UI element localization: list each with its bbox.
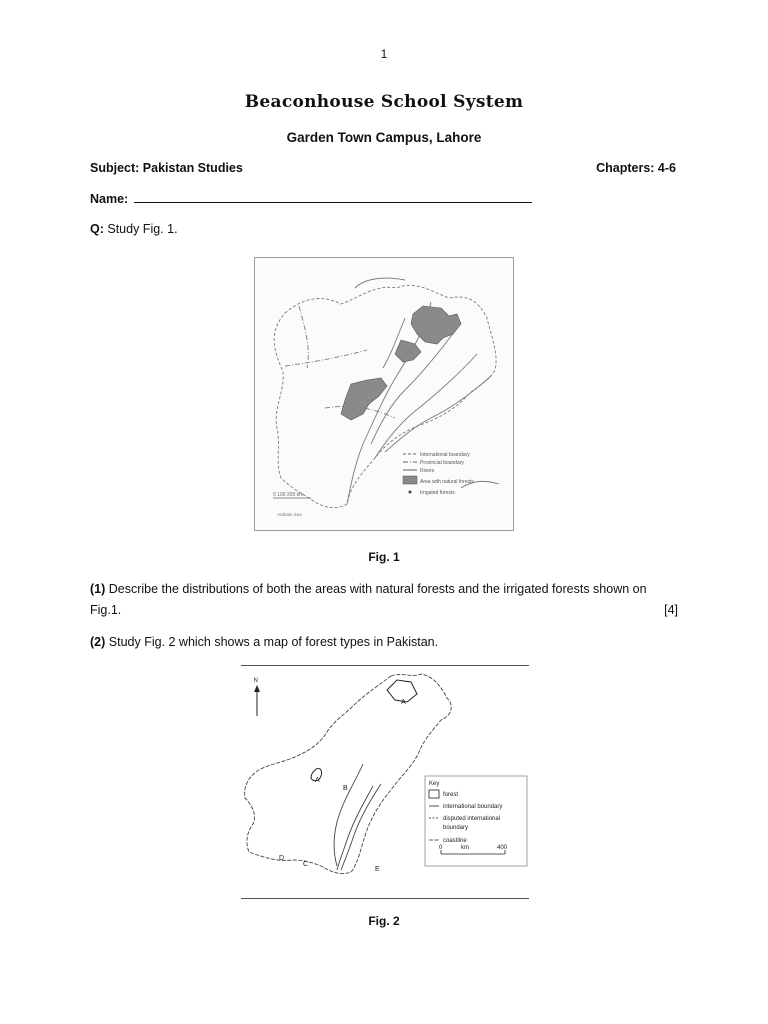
fig1-key-irrigated-forests: Irrigated forests [420,490,455,496]
question-1-marks: [4] [664,603,678,617]
figure-2-map [241,665,529,899]
chapters-value: 4-6 [657,161,676,175]
fig1-key-international: International boundary [420,452,470,458]
question-1-text-line1: Describe the distributions of both the areas with natural forests and the irrigated forests shown on [105,582,647,596]
figure-1-map [254,257,514,531]
fig2-label-a-west: A [315,777,320,784]
question-1-number: (1) [90,582,106,596]
question-1-text-line2: Fig.1. [90,603,122,617]
fig2-label-d: D [279,855,285,862]
fig1-key-natural-forests: Area with natural forests [420,479,474,485]
fig2-label-a-north: A [401,699,406,706]
question-2-number: (2) [90,635,106,649]
fig2-north-label: N [253,678,258,684]
chapters-line [596,161,676,175]
fig1-note: Arabian Sea [277,512,302,517]
subject-line [90,161,243,175]
fig2-key-title: Key [429,781,440,787]
fig2-label-c: C [303,861,309,868]
north-arrow-icon [254,678,261,716]
chapters-label: Chapters: [596,161,655,175]
fig2-label-b: B [343,785,348,792]
question-2 [90,635,438,649]
fig2-key-forest: forest [443,792,459,798]
fig2-key-international-boundary: international boundary [443,804,503,810]
question-1-continued [90,603,678,617]
fig2-key-disputed-boundary-1: disputed international [443,816,501,822]
figure-2-caption: Fig. 2 [368,914,400,928]
figure-1-caption: Fig. 1 [368,550,400,564]
name-field[interactable] [90,192,532,206]
fig1-key-provincial: Provincial boundary [420,460,464,466]
question-2-text: Study Fig. 2 which shows a map of forest types in Pakistan. [105,635,439,649]
figure-1-legend [403,452,474,496]
question-label: Q: [90,222,104,236]
campus-name: Garden Town Campus, Lahore [286,130,482,145]
name-blank-line[interactable] [134,202,532,203]
figure-2-legend [425,776,527,866]
school-title: Beaconhouse School System [244,92,524,112]
fig2-scale-max: 400 [497,845,508,851]
fig2-scale-unit: km [461,845,469,851]
fig2-scale-zero: 0 [439,845,443,851]
subject-label: Subject: [90,161,140,175]
figure-1-map-drawing [255,258,513,530]
name-label: Name: [90,192,129,206]
fig2-key-disputed-boundary-2: boundary [443,825,469,831]
fig1-key-rivers: Rivers [420,468,435,474]
question-intro [90,222,178,236]
fig2-label-e: E [375,866,380,873]
question-1 [90,582,678,596]
fig1-scale-label: 0 100 200 km [273,492,304,498]
figure-2-map-drawing [241,666,529,898]
fig2-key-coastline: coastline [443,838,467,844]
question-text: Study Fig. 1. [107,222,178,236]
page-number: 1 [380,47,388,61]
subject-value: Pakistan Studies [142,161,243,175]
